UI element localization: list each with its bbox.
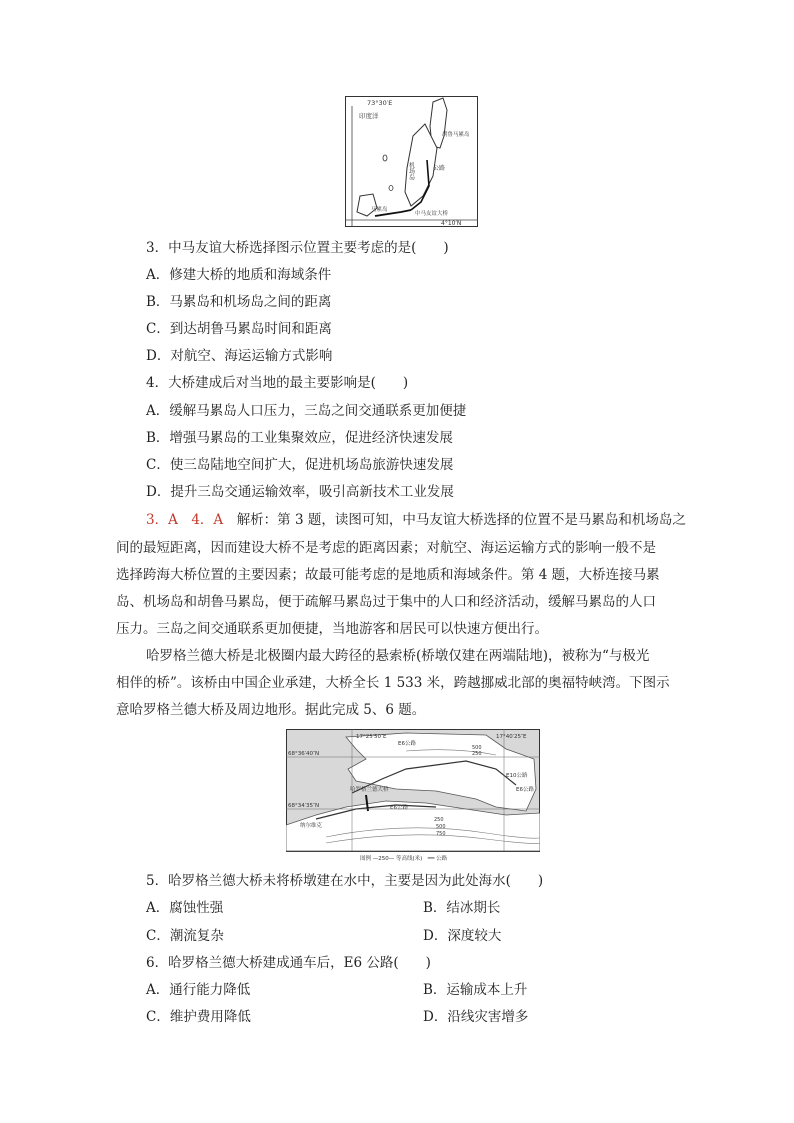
map2-bridge: 哈罗格兰德大桥 — [350, 787, 389, 793]
map2-c250b: 250 — [434, 817, 444, 823]
map2-lat2: 68°34′35″N — [288, 803, 320, 809]
q3-option-d: D．对航空、海运运输方式影响 — [146, 348, 333, 364]
q6-option-c: C．维护费用降低 — [146, 1009, 251, 1025]
halogaland-map — [286, 729, 540, 863]
map2-e6-top: E6公路 — [398, 741, 416, 747]
analysis-line-5: 压力。三岛之间交通联系更加便捷，当地游客和居民可以快速方便出行。 — [116, 621, 548, 637]
analysis-text: 解析：第 3 题，读图可知，中马友谊大桥选择的位置不是马累岛和机场岛之 — [236, 512, 686, 528]
map2-c250a: 250 — [472, 751, 482, 757]
intro-line-1: 哈罗格兰德大桥是北极圈内最大跨径的悬索桥(桥墩仅建在两端陆地)，被称为“与极光 — [146, 648, 650, 664]
map1-airport-label: 机场岛 — [407, 162, 415, 180]
map1-road-label: 公路 — [433, 165, 446, 172]
q5-option-b: B．结冰期长 — [423, 900, 501, 916]
q4-option-c: C．使三岛陆地空间扩大，促进机场岛旅游快速发展 — [146, 457, 454, 473]
map1-ocean-label: 印度洋 — [359, 112, 379, 120]
map1-hulhumale-label: 胡鲁马累岛 — [442, 132, 470, 138]
map2-lat1: 68°36′40″N — [288, 751, 320, 757]
q6-option-b: B．运输成本上升 — [423, 982, 528, 998]
q3-stem: 3．中马友谊大桥选择图示位置主要考虑的是( ) — [146, 240, 449, 256]
map2-c500a: 500 — [472, 745, 482, 751]
q6-option-d: D．沿线灾害增多 — [423, 1009, 529, 1025]
analysis-line-2: 间的最短距离，因而建设大桥不是考虑的距离因素；对航空、海运运输方式的影响一般不是 — [116, 540, 656, 556]
map1-male-label: 马累岛 — [371, 207, 388, 213]
map2-e6-bottom: E6公路 — [390, 805, 408, 811]
q4-option-b: B．增强马累岛的工业集聚效应，促进经济快速发展 — [146, 430, 453, 446]
analysis-line-4: 岛、机场岛和胡鲁马累岛，便于疏解马累岛过于集中的人口和经济活动，缓解马累岛的人口 — [116, 594, 656, 610]
map2-c500b: 500 — [436, 824, 446, 830]
q6-option-a: A．通行能力降低 — [146, 982, 251, 998]
q5-option-d: D．深度较大 — [423, 928, 502, 944]
map1-lat-label: 4°10′N — [441, 220, 462, 227]
map2-lon2: 17°40′25″E — [496, 734, 527, 740]
islet — [383, 155, 387, 161]
intro-line-3: 意哈罗格兰德大桥及周边地形。据此完成 5、6 题。 — [116, 702, 426, 718]
answer-key: 3．A 4．A — [146, 512, 224, 528]
analysis-line-1 — [146, 511, 686, 529]
q3-option-a: A．修建大桥的地质和海域条件 — [146, 267, 332, 283]
q5-stem: 5．哈罗格兰德大桥未将桥墩建在水中，主要是因为此处海水( ) — [146, 873, 544, 889]
map1-bridge-label: 中马友谊大桥 — [415, 211, 449, 217]
map2-c750: 750 — [436, 831, 446, 837]
analysis-line-3: 选择跨海大桥位置的主要因素；故最可能考虑的是地质和海域条件。第 4 题，大桥连接马累 — [116, 567, 660, 583]
q5-option-a: A．腐蚀性强 — [146, 900, 224, 916]
intro-line-2: 相伴的桥”。该桥由中国企业承建，大桥全长 1 533 米，跨越挪威北部的奥福特峡湾。下图示 — [116, 675, 670, 691]
q3-option-c: C．到达胡鲁马累岛时间和距离 — [146, 321, 332, 337]
map1-lon-label: 73°30′E — [367, 99, 393, 107]
map2-e6-right: E6公路 — [516, 787, 534, 793]
map2-town: 纳尔维克 — [300, 823, 323, 829]
q4-stem: 4．大桥建成后对当地的最主要影响是( ) — [146, 375, 409, 391]
q3-option-b: B．马累岛和机场岛之间的距离 — [146, 294, 332, 310]
map2-e10: E10公路 — [506, 773, 528, 779]
q6-stem: 6．哈罗格兰德大桥建成通车后，E6 公路( ) — [146, 955, 431, 971]
q4-option-a: A．缓解马累岛人口压力，三岛之间交通联系更加便捷 — [146, 403, 467, 419]
q4-option-d: D．提升三岛交通运输效率，吸引高新技术工业发展 — [146, 484, 454, 500]
map2-legend: 图例 —250— 等高线(米) ══ 公路 — [360, 856, 448, 862]
q5-option-c: C．潮流复杂 — [146, 928, 224, 944]
islet — [389, 186, 393, 191]
maldives-map — [345, 96, 478, 227]
map2-lon1: 17°25′50″E — [356, 734, 387, 740]
